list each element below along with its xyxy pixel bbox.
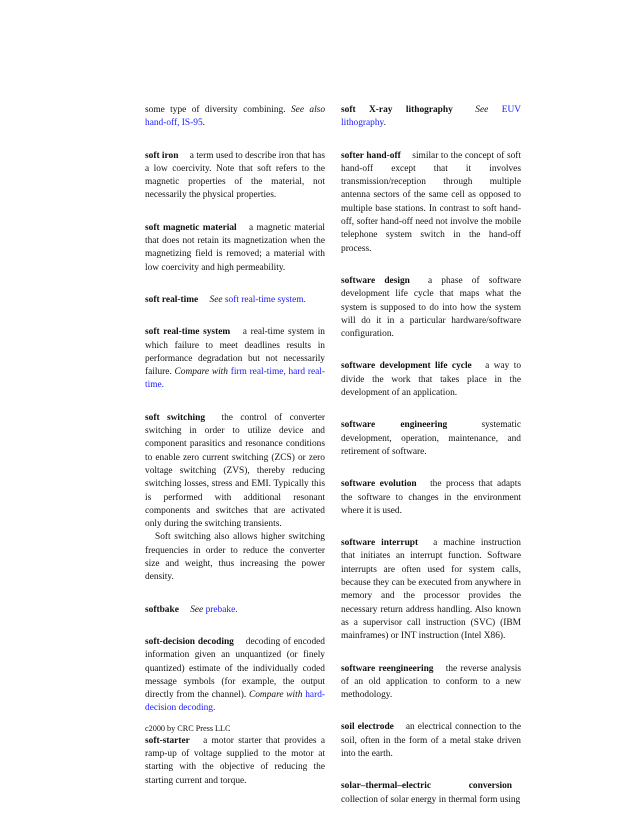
compare-label: Compare with	[248, 690, 303, 701]
entry-software-design	[341, 275, 521, 341]
entry-definition: decoding of encoded information given an unquantized (or finely quantized) estimate of the individually coded message symbols (for example, the output directly from the channel).	[145, 636, 325, 701]
entry-soft-magnetic-material	[145, 222, 325, 275]
entry-definition: a motor starter that provides a ramp-up of voltage supplied to the motor at starting with the objective of reducing the starting current and torque.	[145, 735, 326, 786]
compare-label: Compare with	[174, 367, 228, 378]
entry-term: soft real-time	[145, 294, 199, 305]
entry-definition: collection of solar energy in thermal form using	[341, 794, 521, 805]
see-also-label: See also	[290, 105, 326, 115]
entry-term: soft magnetic material	[145, 222, 237, 233]
entry-term: soft-starter	[145, 735, 190, 746]
entry-term: software engineering	[341, 420, 448, 431]
entry-softer-hand-off	[341, 150, 521, 256]
entry-soft-iron	[145, 150, 325, 203]
entry-definition: the reverse analysis of an old application to conform to a new methodology.	[341, 663, 521, 701]
cross-reference-link[interactable]: EUV lithography	[341, 105, 521, 129]
entry-definition: the process that adapts the software to changes in the environment where it is used.	[341, 479, 521, 516]
entry-term: software interrupt	[341, 538, 419, 549]
entry-soft-switching	[145, 412, 325, 585]
entry-soft-real-time: soft real-time See soft real-time system.	[145, 294, 306, 305]
cross-reference-link[interactable]: firm real-time, hard real-time	[145, 367, 326, 391]
entry-definition: a real-time system in which failure to meet deadlines results in performance degradation but not necessarily failure.	[145, 327, 325, 378]
entry-second-paragraph: Soft switching also allows higher switching frequencies in order to reduce the converter size and weight, thus increasing the power density.	[145, 532, 325, 583]
entry-term: soft X-ray lithography	[341, 105, 453, 115]
entry-term: software reengineering	[341, 663, 434, 674]
entry-continued: some type of diversity combining. See also hand-off, IS-95.	[145, 105, 326, 129]
entry-definition: the control of converter switching in order to utilize device and component parasitics and resonance conditions to enable zero current switching (ZCS) or zero voltage switching (ZVS), thereby reducing switching losses, stress and EMI. Typically this is performed with additional resonant components and switches that are activated only during the switching transients.	[145, 412, 325, 530]
entry-soft-decision-decoding: soft-decision decoding decoding of encoded information given an unquantized (or finely quantized) estimate of the individually coded message symbols (for example, the output directly from the channel). Compare with hard-decision decoding.	[145, 636, 325, 714]
see-label: See	[190, 604, 204, 615]
entry-term: soft real-time system	[145, 327, 231, 338]
copyright-footer: c2000 by CRC Press LLC	[145, 724, 231, 733]
entry-term: softer hand-off	[341, 150, 401, 161]
entry-definition: similar to the concept of soft hand-off except that it involves transmission/reception through multiple antenna sectors of the same cell as opposed to multiple base stations. In contrast to soft hand-off, softer hand-off need not involve the mobile telephone system switch in the hand-off process.	[341, 150, 522, 254]
entry-soft-real-time-system: soft real-time system a real-time system in which failure to meet deadlines results in performance degradation but not necessarily failure. Compare with firm real-time, hard real-time.	[145, 327, 326, 391]
entry-term: solar–thermal–electric conversion	[341, 781, 512, 792]
entry-soft-starter	[145, 735, 325, 788]
entry-term: soil electrode	[341, 722, 394, 733]
entry-software-interrupt	[341, 537, 521, 643]
entry-term: software evolution	[341, 479, 417, 490]
entry-softbake: softbake See prebake.	[145, 604, 238, 615]
cross-reference-link[interactable]: hand-off, IS-95	[145, 118, 203, 129]
entry-term: soft iron	[145, 150, 179, 161]
right-column	[341, 104, 521, 826]
entry-soil-electrode	[341, 721, 521, 761]
entry-software-evolution	[341, 478, 521, 518]
see-label: See	[475, 105, 489, 115]
entry-definition: a machine instruction that initiates an interrupt function. Software interrupts are often used for system calls, because they can be executed from anywhere in memory and the processor provides the necessary return address handling. Also known as a supervisor call instruction (SVC) (IBM mainframes) or INT instruction (Intel X86).	[341, 538, 521, 642]
entry-definition: a phase of software development life cycle that maps what the system is supposed to do into how the system will do it in a particular hardware/software configuration.	[341, 275, 521, 340]
cross-reference-link[interactable]: hard-decision decoding	[145, 690, 325, 714]
entry-definition: a term used to describe iron that has a low coercivity. Note that soft refers to the magnetic properties of the material, not necessarily the physical properties.	[145, 150, 325, 201]
left-column	[145, 104, 325, 807]
entry-software-engineering	[341, 419, 521, 459]
entry-term: software design	[341, 275, 410, 286]
entry-software-reengineering	[341, 663, 521, 703]
entry-solar-thermal-electric-conversion	[341, 780, 521, 807]
entry-term: soft switching	[145, 412, 206, 423]
see-label: See	[209, 294, 223, 305]
cross-reference-link[interactable]: prebake	[205, 604, 236, 615]
entry-definition: a way to divide the work that takes place in the development of an application.	[341, 361, 522, 399]
entry-soft-x-ray-lithography: soft X-ray lithography See EUV lithography.	[341, 105, 521, 129]
entry-definition: an electrical connection to the soil, often in the form of a metal stake driven into the earth.	[341, 722, 522, 759]
entry-term: soft-decision decoding	[145, 636, 234, 647]
cross-reference-link[interactable]: soft real-time system	[224, 294, 304, 305]
entry-text: some type of diversity combining.	[145, 105, 286, 115]
entry-term: software development life cycle	[341, 361, 472, 372]
entry-software-development-life-cycle	[341, 360, 521, 400]
entry-definition: a magnetic material that does not retain its magnetization when the magnetizing field is removed; a material with low coercivity and high permeability.	[145, 222, 326, 273]
entry-term: softbake	[145, 604, 179, 615]
entry-definition: systematic development, operation, maintenance, and retirement of software.	[341, 420, 522, 457]
